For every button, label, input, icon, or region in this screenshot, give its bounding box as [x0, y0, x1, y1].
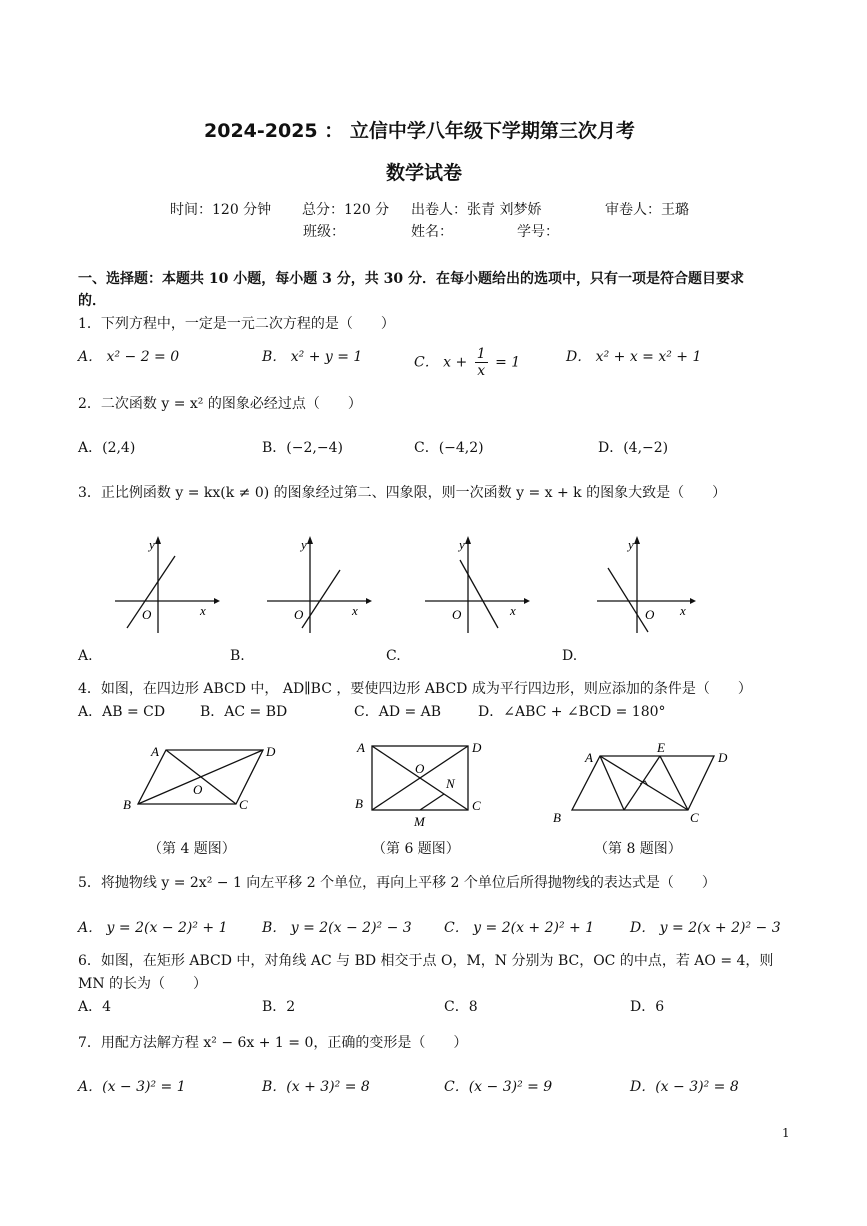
- q4-option-c: C．AD = AB: [354, 704, 442, 720]
- q6-option-c: C．8: [444, 999, 478, 1015]
- q1-option-c-pre: C． x +: [414, 354, 468, 371]
- q5-option-b: B． y = 2(x − 2)² − 3: [262, 920, 412, 936]
- q1-fraction-den: x: [477, 363, 486, 379]
- q3c-x: x: [510, 603, 516, 618]
- fig-q8-parallelogram: [548, 738, 738, 830]
- section-heading-cont: 的．: [78, 293, 106, 309]
- q6-stem-cont: MN 的长为（ ）: [78, 976, 208, 992]
- q3c-y: y: [459, 537, 465, 552]
- q1-fraction-num: 1: [476, 346, 486, 362]
- q2-option-c: C．(−4,2): [414, 440, 484, 456]
- q1-option-a: A． x² − 2 = 0: [78, 349, 180, 365]
- q1-option-b: B． x² + y = 1: [262, 349, 363, 365]
- class-field: 班级：: [303, 224, 345, 240]
- f6-C: C: [472, 798, 481, 813]
- q6-option-a: A．4: [78, 999, 112, 1015]
- f6-A: A: [357, 740, 365, 755]
- f4-D: D: [266, 744, 276, 759]
- q7-option-c: C．(x − 3)² = 9: [444, 1079, 553, 1095]
- section-heading: 一、选择题：本题共 10 小题，每小题 3 分，共 30 分．在每小题给出的选项中，只有一项是符合题目要求: [78, 271, 744, 287]
- exam-reviewer: 审卷人：王璐: [605, 202, 689, 218]
- q3-graph-d: [592, 536, 702, 636]
- q3c-o: O: [452, 607, 462, 622]
- q3a-y: y: [149, 537, 155, 552]
- q3-graph-a: [110, 536, 220, 636]
- f8-E: E: [657, 740, 665, 755]
- f4-B: B: [123, 797, 131, 812]
- q2-stem: 2．二次函数 y = x² 的图象必经过点（ ）: [78, 396, 362, 412]
- q3a-o: O: [142, 607, 152, 622]
- q3d-y: y: [628, 537, 634, 552]
- q3b-y: y: [301, 537, 307, 552]
- name-field: 姓名：: [411, 224, 453, 240]
- f8-B: B: [553, 810, 561, 825]
- q7-stem: 7．用配方法解方程 x² − 6x + 1 = 0，正确的变形是（ ）: [78, 1035, 468, 1051]
- q3b-x: x: [352, 603, 358, 618]
- q5-option-c: C． y = 2(x + 2)² + 1: [444, 920, 595, 936]
- f8-C: C: [690, 810, 699, 825]
- q4-option-b: B．AC = BD: [200, 704, 288, 720]
- q3a-x: x: [200, 603, 206, 618]
- q3d-x: x: [680, 603, 686, 618]
- q6-stem: 6．如图，在矩形 ABCD 中，对角线 AC 与 BD 相交于点 O，M，N 分别为 BC，OC 的中点，若 AO = 4，则: [78, 953, 774, 969]
- fig-q6-rectangle: [352, 736, 492, 832]
- q3d-o: O: [645, 607, 655, 622]
- q2-option-d: D．(4,−2): [598, 440, 669, 456]
- fig6-caption: （第 6 题图）: [372, 841, 460, 857]
- fig-q4-parallelogram: [118, 738, 288, 818]
- q6-option-d: D．6: [630, 999, 665, 1015]
- exam-time: 时间：120 分钟: [170, 202, 272, 218]
- q7-option-d: D．(x − 3)² = 8: [630, 1079, 739, 1095]
- q4-stem: 4．如图，在四边形 ABCD 中， AD∥BC ，要使四边形 ABCD 成为平行四边形，则应添加的条件是（ ）: [78, 681, 752, 697]
- q2-option-a: A．(2,4): [78, 440, 136, 456]
- f4-C: C: [239, 797, 248, 812]
- f8-A: A: [585, 750, 593, 765]
- q3-option-c: C.: [386, 648, 401, 664]
- q1-option-c-post: = 1: [495, 354, 521, 371]
- page-number: 1: [782, 1126, 790, 1140]
- q6-option-b: B．2: [262, 999, 296, 1015]
- f6-O: O: [415, 761, 425, 776]
- q3-option-a: A.: [78, 648, 93, 664]
- f6-B: B: [355, 796, 363, 811]
- f6-D: D: [472, 740, 482, 755]
- q2-option-b: B．(−2,−4): [262, 440, 343, 456]
- q3-stem: 3．正比例函数 y = kx(k ≠ 0) 的图象经过第二、四象限，则一次函数 y = x + k 的图象大致是（ ）: [78, 485, 727, 501]
- number-field: 学号：: [517, 224, 559, 240]
- f8-D: D: [718, 750, 728, 765]
- q5-option-d: D． y = 2(x + 2)² − 3: [630, 920, 781, 936]
- q3-option-b: B.: [230, 648, 245, 664]
- f4-A: A: [151, 744, 159, 759]
- q3-option-d: D.: [562, 648, 578, 664]
- fig8-caption: （第 8 题图）: [594, 841, 682, 857]
- q5-option-a: A． y = 2(x − 2)² + 1: [78, 920, 228, 936]
- q1-stem: 1．下列方程中，一定是一元二次方程的是（ ）: [78, 316, 395, 332]
- q1-fraction: [475, 346, 488, 379]
- q7-option-a: A．(x − 3)² = 1: [78, 1079, 186, 1095]
- q5-stem: 5．将抛物线 y = 2x² − 1 向左平移 2 个单位，再向上平移 2 个单位后所得抛物线的表达式是（ ）: [78, 875, 716, 891]
- f4-O: O: [193, 782, 203, 797]
- f6-N: N: [446, 776, 455, 791]
- q3-graph-b: [262, 536, 372, 636]
- q7-option-b: B．(x + 3)² = 8: [262, 1079, 370, 1095]
- q1-option-c: [414, 346, 520, 379]
- f6-M: M: [414, 814, 425, 829]
- q3-graph-c: [420, 536, 530, 636]
- fig4-caption: （第 4 题图）: [148, 841, 236, 857]
- q1-option-d: D． x² + x = x² + 1: [566, 349, 702, 365]
- exam-total: 总分：120 分: [302, 202, 390, 218]
- exam-author: 出卷人：张青 刘梦娇: [411, 202, 542, 218]
- page-subtitle: 数学试卷: [386, 162, 463, 184]
- page-title: 2024-2025 ： 立信中学八年级下学期第三次月考: [204, 120, 635, 142]
- q3b-o: O: [294, 607, 304, 622]
- q4-option-a: A．AB = CD: [78, 704, 166, 720]
- q4-option-d: D．∠ABC + ∠BCD = 180°: [478, 704, 666, 720]
